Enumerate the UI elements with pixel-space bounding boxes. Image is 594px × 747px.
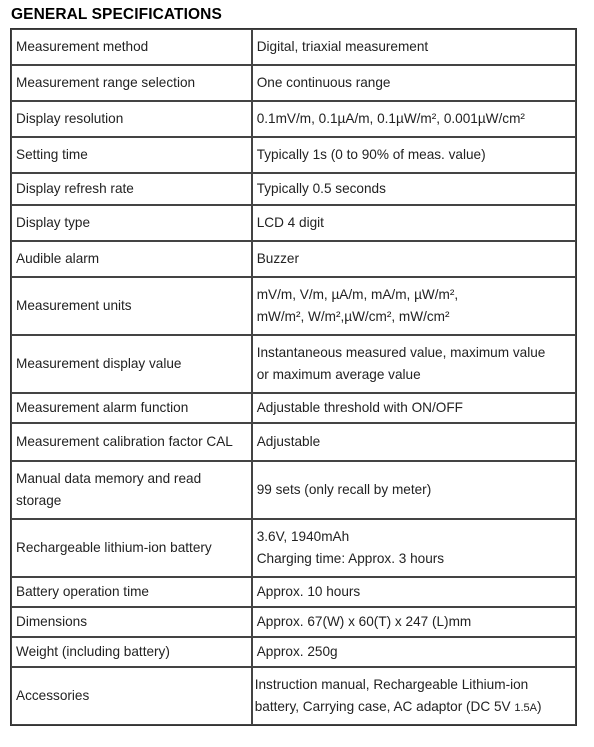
spec-value-line: 3.6V, 1940mAh [256, 529, 350, 544]
spec-label: Accessories [11, 667, 252, 725]
table-row [11, 101, 576, 137]
spec-value [252, 277, 576, 335]
spec-value: Buzzer [252, 241, 576, 277]
spec-label: Dimensions [11, 607, 252, 637]
spec-value [252, 667, 576, 725]
spec-label: Measurement display value [11, 335, 252, 393]
spec-value: Approx. 10 hours [252, 577, 576, 607]
spec-value [252, 335, 576, 393]
spec-value [252, 519, 576, 577]
spec-value: 99 sets (only recall by meter) [252, 461, 576, 519]
spec-value-line: Instantaneous measured value, maximum value [256, 345, 546, 360]
spec-value: Approx. 67(W) x 60(T) x 247 (L)mm [252, 607, 576, 637]
spec-value-line: mV/m, V/m, µA/m, mA/m, µW/m², [256, 287, 459, 302]
table-row [11, 461, 576, 519]
spec-value: Typically 1s (0 to 90% of meas. value) [252, 137, 576, 173]
spec-value: Typically 0.5 seconds [252, 173, 576, 205]
spec-label: Measurement units [11, 277, 252, 335]
spec-value-line: mW/m², W/m²,µW/cm², mW/cm² [256, 309, 450, 324]
page-title: GENERAL SPECIFICATIONS [11, 6, 222, 23]
table-row [11, 241, 576, 277]
spec-label: Display refresh rate [11, 173, 252, 205]
spec-value-line: Instruction manual, Rechargeable Lithium-ion [254, 676, 529, 692]
spec-value: LCD 4 digit [252, 205, 576, 241]
table-row [11, 667, 576, 725]
table-row [11, 519, 576, 577]
spec-value-line: battery, Carrying case, AC adaptor (DC 5V [254, 698, 515, 714]
table-row [11, 577, 576, 607]
spec-label [11, 461, 252, 519]
table-row [11, 335, 576, 393]
spec-value-close: ) [537, 698, 542, 714]
spec-label: Display resolution [11, 101, 252, 137]
spec-label: Rechargeable lithium-ion battery [11, 519, 252, 577]
spec-value-suffix: 1.5A [514, 701, 537, 714]
spec-label: Setting time [11, 137, 252, 173]
spec-value: One continuous range [252, 65, 576, 101]
spec-label-line: Manual data memory and read [16, 471, 202, 486]
table-row [11, 637, 576, 667]
spec-label: Measurement alarm function [11, 393, 252, 423]
spec-label: Measurement range selection [11, 65, 252, 101]
spec-label: Display type [11, 205, 252, 241]
spec-value: Adjustable threshold with ON/OFF [252, 393, 576, 423]
table-row [11, 277, 576, 335]
table-row [11, 393, 576, 423]
specifications-table [10, 28, 577, 726]
spec-value-line: or maximum average value [256, 367, 421, 382]
spec-value: Digital, triaxial measurement [252, 29, 576, 65]
spec-label: Audible alarm [11, 241, 252, 277]
table-row [11, 607, 576, 637]
table-row [11, 423, 576, 461]
spec-label: Measurement method [11, 29, 252, 65]
table-row [11, 205, 576, 241]
spec-value-line: Charging time: Approx. 3 hours [256, 551, 445, 566]
spec-value: Approx. 250g [252, 637, 576, 667]
table-row [11, 65, 576, 101]
table-row [11, 29, 576, 65]
table-row [11, 137, 576, 173]
spec-value: Adjustable [252, 423, 576, 461]
spec-label: Measurement calibration factor CAL [11, 423, 252, 461]
spec-label: Weight (including battery) [11, 637, 252, 667]
spec-label: Battery operation time [11, 577, 252, 607]
spec-label-line: storage [16, 493, 62, 508]
table-row [11, 173, 576, 205]
spec-value: 0.1mV/m, 0.1µA/m, 0.1µW/m², 0.001µW/cm² [252, 101, 576, 137]
